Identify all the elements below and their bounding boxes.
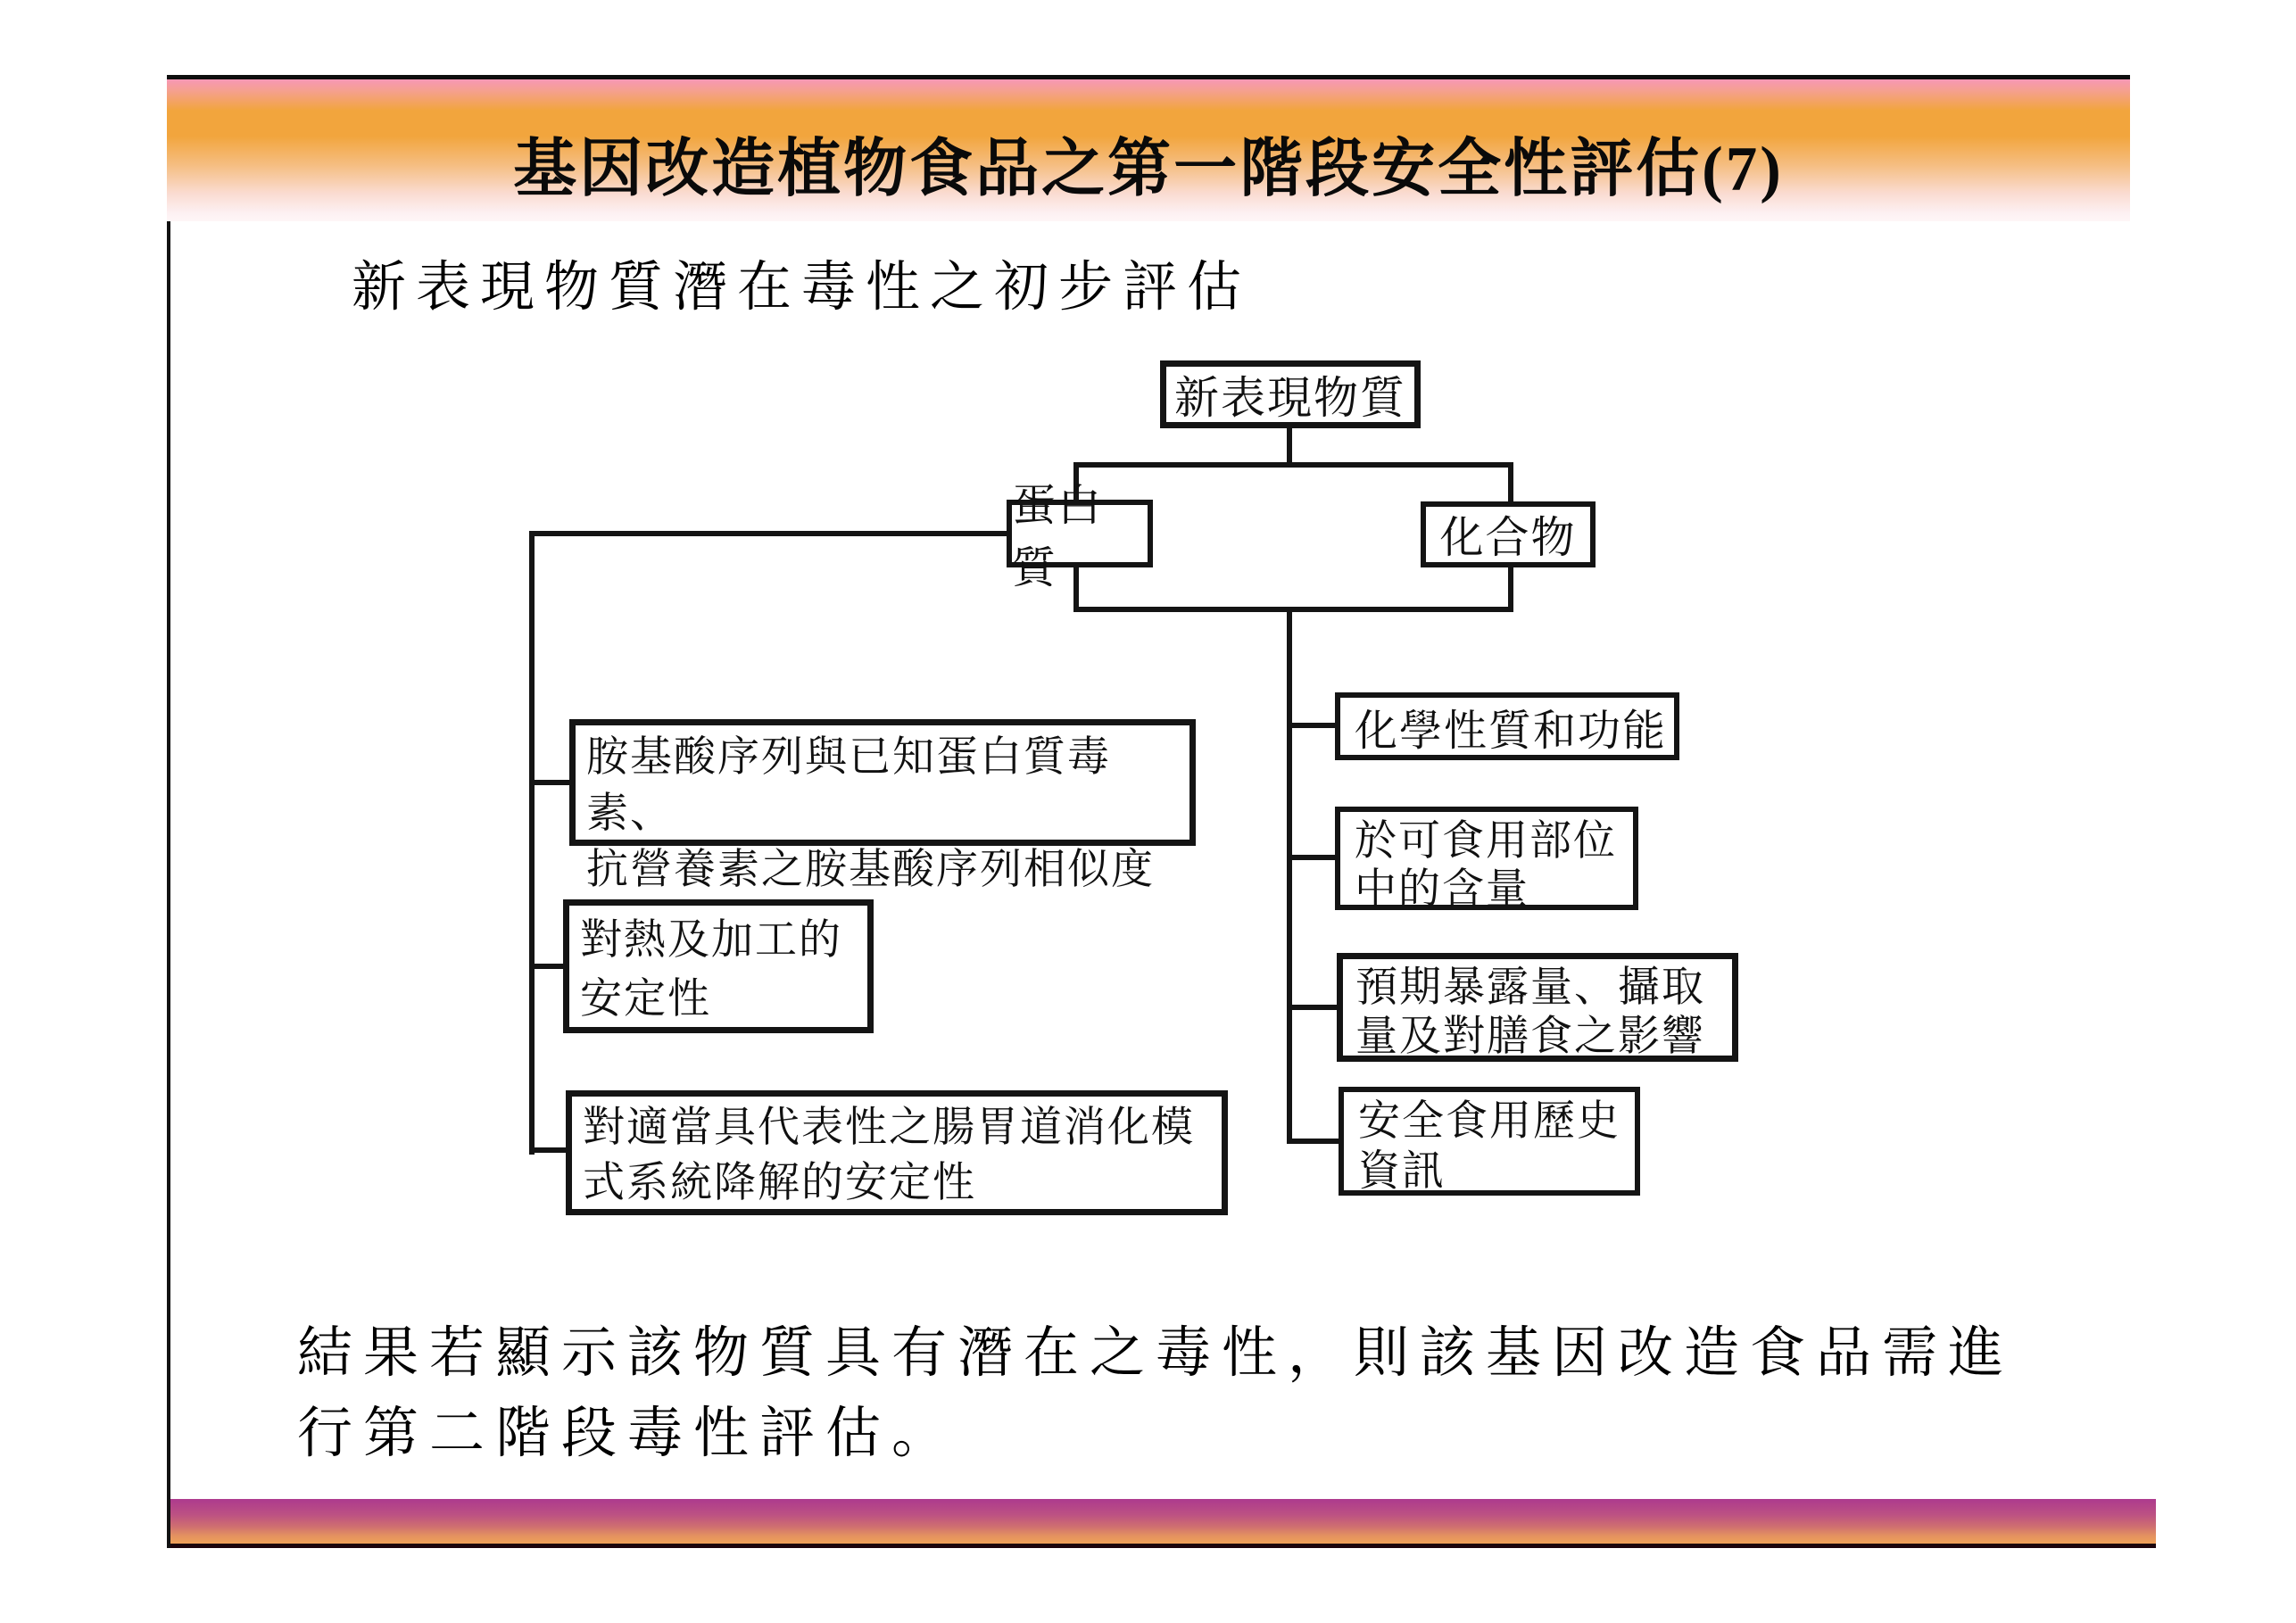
node-new-expressed-substance [1160,360,1421,428]
compound-child-box-expected-exposure [1337,953,1738,1062]
box-text-line: 化學性質和功能 [1355,707,1668,755]
connector-left-spine [529,531,535,1155]
box-text-line: 預期暴露量、攝取 [1355,965,1705,1011]
node-compound [1421,501,1596,567]
connector-root-riser [1287,426,1292,466]
protein-child-box-digestion-model-stability [566,1090,1228,1215]
box-text-line: 於可食用部位 [1355,818,1617,865]
compound-child-box-chemical-properties [1335,692,1679,760]
node-protein [1007,481,1153,592]
connector-right-stub-2 [1287,855,1340,860]
box-text-line: 抗營養素之胺基酸序列相似度 [586,847,1155,893]
node-label: 新表現物質 [1174,373,1406,423]
title-banner [167,75,2130,221]
connector-protein-left-line [532,531,1007,536]
box-text-line: 對適當具代表性之腸胃道消化模 [583,1105,1195,1151]
box-text-line: 量及對膳食之影響 [1355,1014,1705,1060]
compound-child-box-edible-part-content [1335,807,1638,913]
box-text-line: 式系統降解的安定性 [583,1160,976,1206]
bottom-gradient-bar [170,1499,2156,1548]
node-label: 化合物 [1439,513,1577,562]
connector-right-stub-3 [1287,1005,1342,1010]
connector-left-stub-3 [529,1147,571,1153]
connector-left-stub-1 [529,780,575,785]
page-title: 基因改造植物食品之第一階段安全性評估(7) [513,135,1784,204]
box-text-line: 資訊 [1358,1148,1446,1195]
connector-right-stub-4 [1287,1139,1344,1144]
footer-paragraph [297,1313,2109,1474]
footer-line: 行第二階段毒性評估。 [297,1404,958,1464]
slide-left-border [167,75,170,1548]
footer-line: 結果若顯示該物質具有潛在之毒性，則該基因改造食品需進 [297,1323,2015,1384]
box-text-line: 安定性 [580,976,711,1023]
node-label: 蛋白質 [1012,481,1104,592]
slide-subtitle: 新表現物質潛在毒性之初步評估 [352,258,1252,318]
box-text-line: 對熱及加工的 [580,917,842,964]
box-text-line: 胺基酸序列與已知蛋白質毒素、 [586,734,1111,837]
protein-child-box-heat-processing-stability [563,899,874,1033]
compound-child-box-safe-use-history [1339,1087,1640,1196]
connector-top-bracket [1073,462,1513,468]
connector-right-spine [1287,607,1292,1144]
protein-child-box-amino-acid-similarity [569,719,1196,893]
connector-bottom-bracket [1073,607,1513,612]
box-text-line: 中的含量 [1355,866,1529,913]
connector-compound-bottom-drop [1508,564,1513,612]
box-text-line: 安全食用歷史 [1358,1098,1620,1145]
connector-right-stub-1 [1287,723,1340,728]
connector-drop-compound [1508,462,1513,505]
